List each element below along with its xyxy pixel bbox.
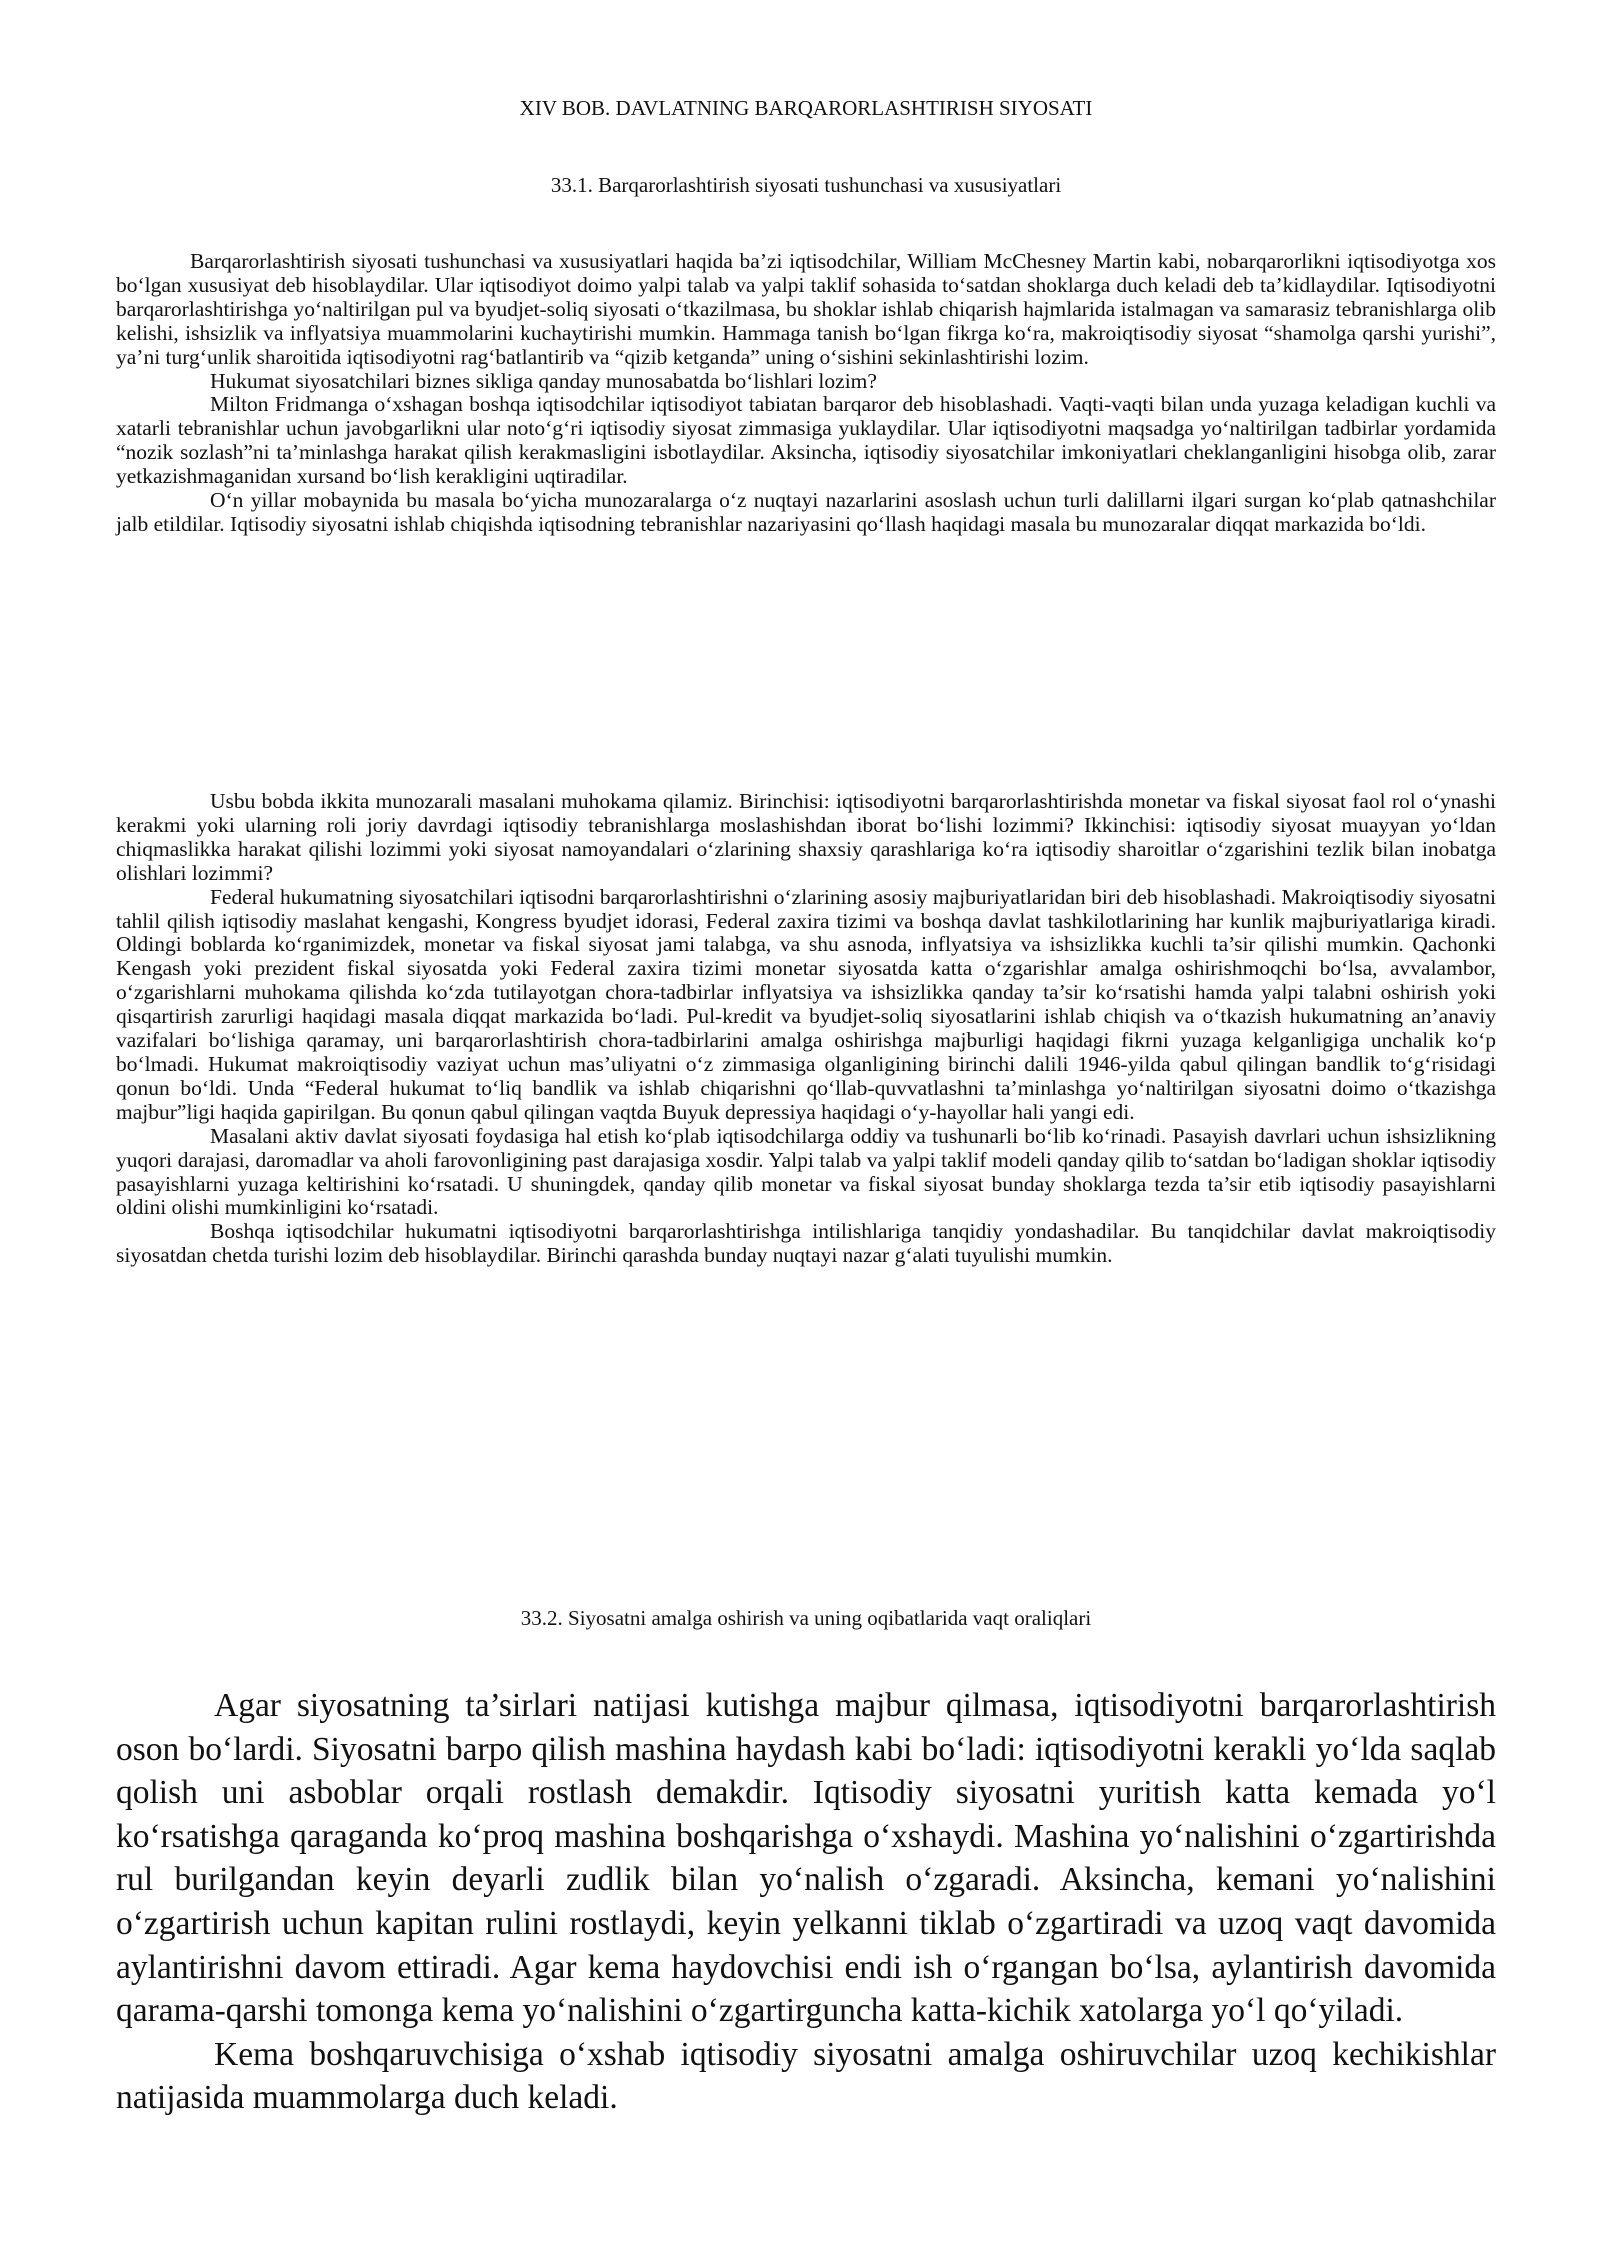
paragraph: Milton Fridmanga o‘xshagan boshqa iqtisodchilar iqtisodiyot tabiatan barqaror deb hisoblashadi. Vaqti-vaqti bilan unda yuzaga keladigan kuchli va xatarli tebranishlar uchun javobgarlikni ular noto‘g‘ri iqtisodiy siyosat zimmasiga yuklaydilar. Ular iqtisodiyotni maqsadga yo‘naltirilgan tadbirlar yordamida “nozik sozlash”ni ta’minlashga harakat qilish kerakmasligini isbotlaydilar. Aksincha, iqtisodiy siyosatchilar imkoniyatlari cheklanganligini hisobga olib, zarar yetkazishmaganidan xursand bo‘lish kerakligini uqtiradilar.: [116, 392, 1496, 489]
section-2-title: 33.2. Siyosatni amalga oshirish va uning oqibatlarida vaqt oraliqlari: [520, 1606, 1092, 1630]
paragraph: Masalani aktiv davlat siyosati foydasiga hal etish ko‘plab iqtisodchilarga oddiy va tushunarli bo‘lib ko‘rinadi. Pasayish davrlari uchun ishsizlikning yuqori darajasi, daromadlar va aholi farovonligining past darajasiga xosdir. Yalpi talab va yalpi taklif modeli qanday qilib to‘satdan bo‘ladigan shoklar iqtisodiy pasayishlarni yuzaga keltirishini ko‘rsatadi. U shuningdek, qanday qilib monetar va fiskal siyosat bunday shoklarga tezda ta’sir etib iqtisodiy pasayishlarni oldini olishi mumkinligini ko‘rsatadi.: [116, 1123, 1496, 1220]
paragraph: Barqarorlashtirish siyosati tushunchasi va xususiyatlari haqida ba’zi iqtisodchilar, William McChesney Martin kabi, nobarqarorlikni iqtisodiyotga xos bo‘lgan xususiyat deb hisoblaydilar. Ular iqtisodiyot doimo yalpi talab va yalpi taklif sohasida to‘satdan shoklarga duch keladi deb ta’kidlaydilar. Iqtisodiyotni barqarorlashtirishga yo‘naltirilgan pul va byudjet-soliq siyosati o‘tkazilmasa, bu shoklar ishlab chiqarish hajmlarida istalmagan va samarasiz tebranishlarga olib kelishi, ishsizlik va inflyatsiya muammolarini kuchaytirishi mumkin. Hammaga tanish bo‘lgan fikrga ko‘ra, makroiqtisodiy siyosat “shamolga qarshi yurishi”, ya’ni turg‘unlik sharoitida iqtisodiyotni rag‘batlantirib va “qizib ketganda” uning o‘sishini sekinlashtirishi lozim.: [116, 249, 1496, 369]
paragraph: Kema boshqaruvchisiga o‘xshab iqtisodiy siyosatni amalga oshiruvchilar uzoq kechikishlar natijasida muammolarga duch keladi.: [116, 2035, 1496, 2117]
paragraph: Agar siyosatning ta’sirlari natijasi kutishga majbur qilmasa, iqtisodiyotni barqarorlashtirish oson bo‘lardi. Siyosatni barpo qilish mashina haydash kabi bo‘ladi: iqtisodiyotni kerakli yo‘lda saqlab qolish uni asboblar orqali rostlash demakdir. Iqtisodiy siyosatni yuritish katta kemada yo‘l ko‘rsatishga qaraganda ko‘proq mashina boshqarishga o‘xshaydi. Mashina yo‘nalishini o‘zgartirishda rul burilgandan keyin deyarli zudlik bilan yo‘nalish o‘zgaradi. Aksincha, kemani yo‘nalishini o‘zgartirish uchun kapitan rulini rostlaydi, keyin yelkanni tiklab o‘zgartiradi va uzoq vaqt davomida aylantirishni davom ettiradi. Agar kema haydovchisi endi ish o‘rgangan bo‘lsa, aylantirish davomida qarama-qarshi tomonga kema yo‘nalishini o‘zgartirguncha katta-kichik xatolarga yo‘l qo‘yiladi.: [116, 1687, 1496, 2030]
paragraph: Federal hukumatning siyosatchilari iqtisodni barqarorlashtirishni o‘zlarining asosiy majburiyatlaridan biri deb hisoblashadi. Makroiqtisodiy siyosatni tahlil qilish iqtisodiy maslahat kengashi, Kongress byudjet idorasi, Federal zaxira tizimi va boshqa davlat tashkilotlarining har kunlik majburiyatlariga kiradi. Oldingi boblarda ko‘rganimizdek, monetar va fiskal siyosat jami talabga, va shu asnoda, inflyatsiya va ishsizlikka kuchli ta’sir qilishi mumkin. Qachonki Kengash yoki prezident fiskal siyosatda yoki Federal zaxira tizimi monetar siyosatda katta o‘zgarishlar amalga oshirishmoqchi bo‘lsa, avvalambor, o‘zgarishlarni muhokama qilishda ko‘zda tutilayotgan chora-tadbirlar inflyatsiya va ishsizlikka qanday ta’sir ko‘rsatishi hamda yalpi talabni oshirish yoki qisqartirish zarurligi haqidagi masala diqqat markazida bo‘ladi. Pul-kredit va byudjet-soliq siyosatlarini ishlab chiqish va o‘tkazish hukumatning an’anaviy vazifalari bo‘lishiga qaramay, uni barqarorlashtirish chora-tadbirlarini amalga oshirishga majburligi haqidagi fikrni yuzaga kelganligiga unchalik ko‘p bo‘lmadi. Hukumat makroiqtisodiy vaziyat uchun mas’uliyatni o‘z zimmasiga olganligining birinchi dalili 1946-yilda qabul qilingan bandlik to‘g‘risidagi qonun bo‘ldi. Unda “Federal hukumat to‘liq bandlik va ishlab chiqarishni qo‘llab-quvvatlashni ta’minlashga yo‘naltirilgan siyosatni doimo o‘tkazishga majbur”ligi haqida gapirilgan. Bu qonun qabul qilingan vaqtda Buyuk depressiya haqidagi o‘y-hayollar hali yangi edi.: [116, 884, 1496, 1124]
section-1-body-text: [116, 790, 1496, 1268]
paragraph: Usbu bobda ikkita munozarali masalani muhokama qilamiz. Birinchisi: iqtisodiyotni barqarorlashtirishda monetar va fiskal siyosat faol rol o‘ynashi kerakmi yoki ularning roli joriy davrdagi iqtisodiy tebranishlarga moslashishdan iborat bo‘lishi lozimmi? Ikkinchisi: iqtisodiy siyosat muayyan yo‘ldan chiqmaslikka harakat qilishi lozimmi yoki siyosat namoyandalari o‘zlarining shaxsiy qarashlariga ko‘ra iqtisodiy sharoitlar o‘zgarishini tezlik bilan inobatga olishlari lozimmi?: [116, 789, 1496, 885]
section-1-intro-text: [116, 250, 1496, 537]
paragraph: Hukumat siyosatchilari biznes sikliga qanday munosabatda bo‘lishlari lozim?: [210, 368, 877, 393]
section-2-body-text: [116, 1684, 1496, 2120]
section-1-title: 33.1. Barqarorlashtirish siyosati tushunchasi va xususiyatlari: [550, 173, 1062, 197]
paragraph: Boshqa iqtisodchilar hukumatni iqtisodiyotni barqarorlashtirishga intilishlariga tanqidiy yondashadilar. Bu tanqidchilar davlat makroiqtisodiy siyosatdan chetda turishi lozim deb hisoblaydilar. Birinchi qarashda bunday nuqtayi nazar g‘alati tuyulishi mumkin.: [116, 1219, 1496, 1268]
paragraph: O‘n yillar mobaynida bu masala bo‘yicha munozaralarga o‘z nuqtayi nazarlarini asoslash uchun turli dalillarni ilgari surgan ko‘plab qatnashchilar jalb etildilar. Iqtisodiy siyosatni ishlab chiqishda iqtisodning tebranishlar nazariyasini qo‘llash haqidagi masala bu munozaralar diqqat markazida bo‘ldi.: [116, 488, 1496, 536]
chapter-title: XIV BOB. DAVLATNING BARQARORLASHTIRISH SIYOSATI: [519, 96, 1093, 120]
